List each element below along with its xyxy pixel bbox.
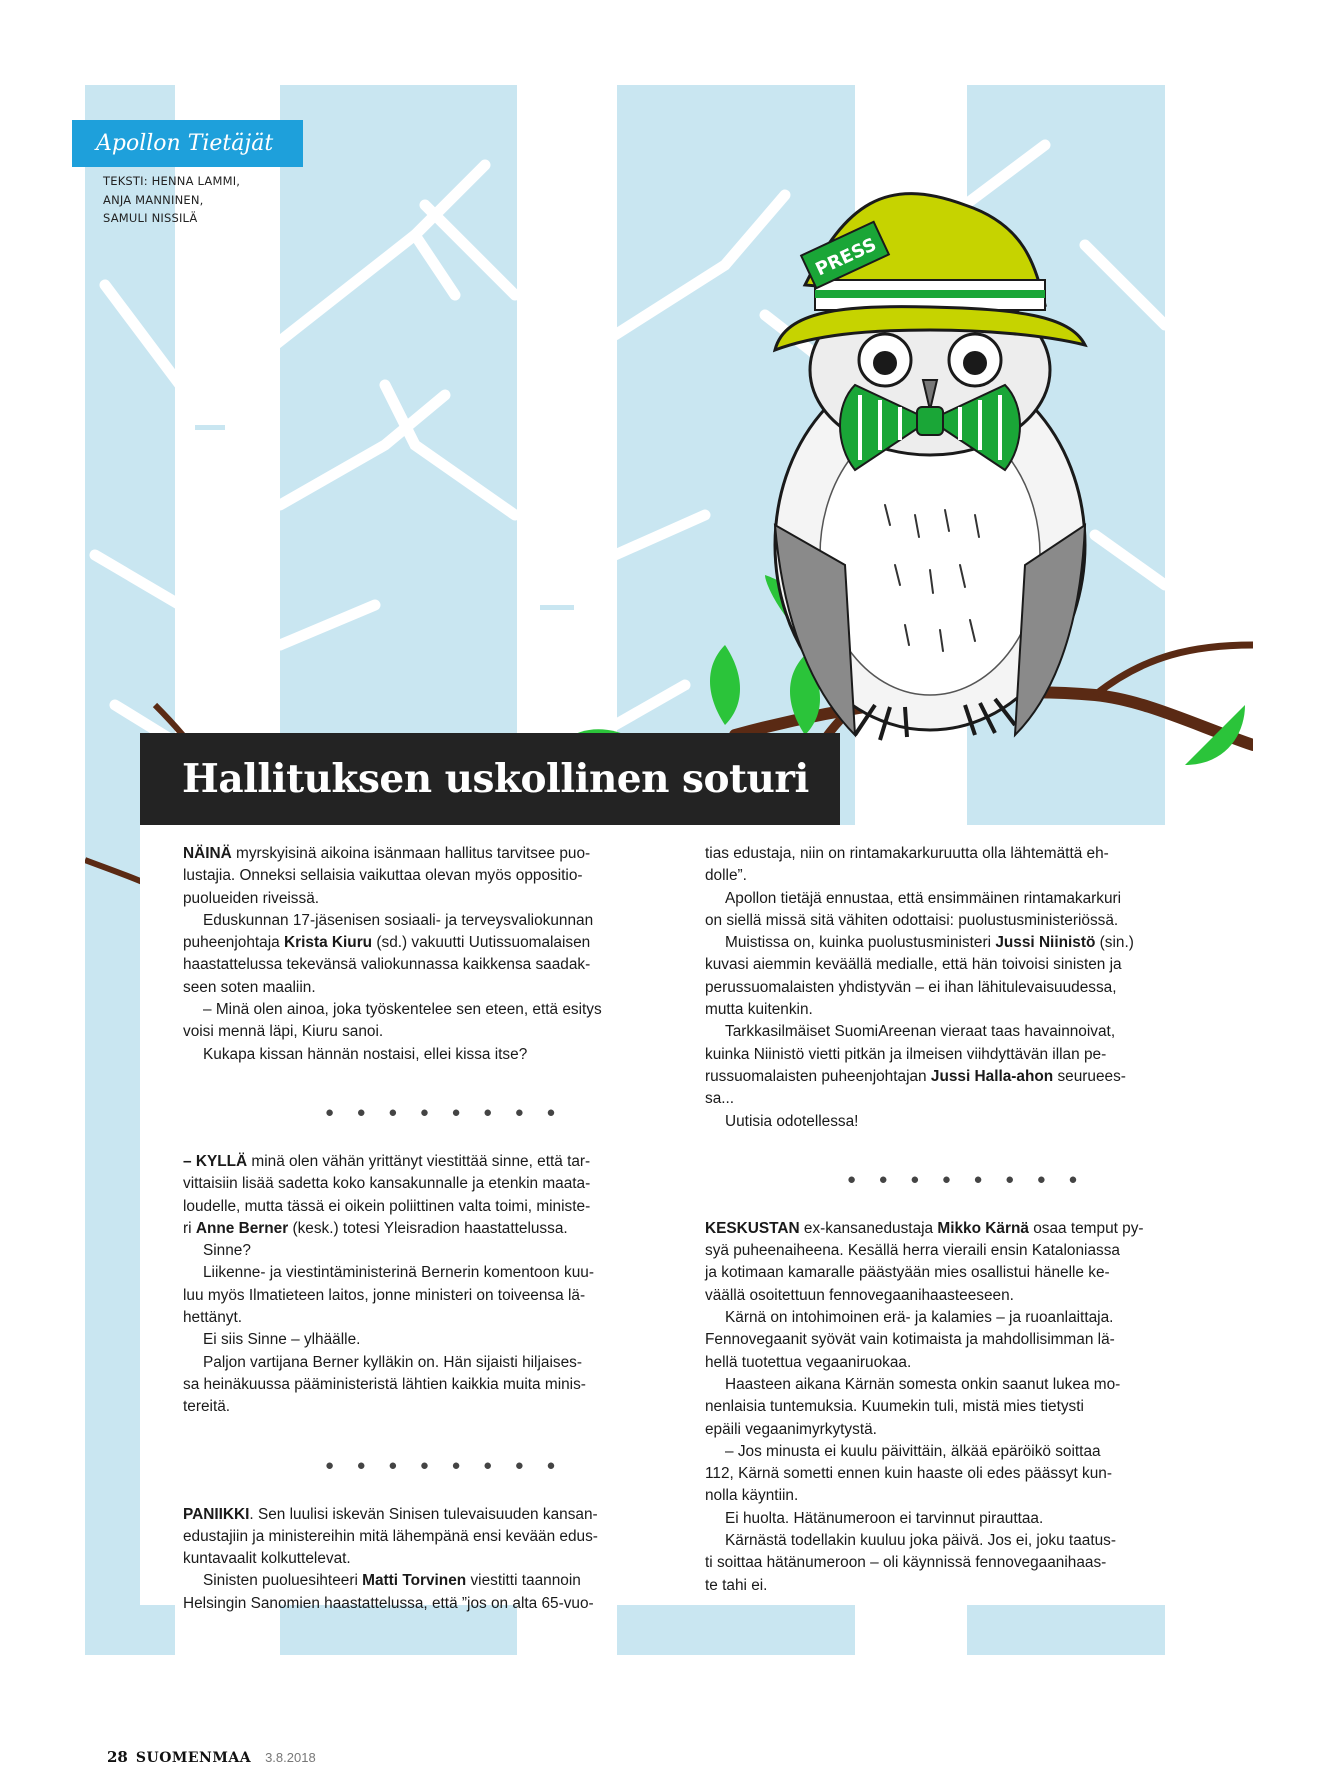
article-column-right bbox=[705, 843, 1175, 1597]
text-line: mutta kuitenkin. bbox=[705, 1001, 813, 1019]
text-line bbox=[183, 843, 663, 865]
text-span: (sd.) vakuutti Uutissuomalaisen bbox=[372, 934, 591, 952]
text-line bbox=[183, 1570, 663, 1592]
text-span: ex-kansanedustaja bbox=[799, 1219, 938, 1237]
text-span: Muistissa on, kuinka puolustusministeri bbox=[725, 934, 996, 952]
text-line: Ei huolta. Hätänumeroon ei tarvinnut pirauttaa. bbox=[725, 1509, 1044, 1527]
text-line: hellä tuotettua vegaaniruokaa. bbox=[705, 1353, 912, 1371]
text-line: syä puheenaiheena. Kesällä herra vieraili ensin Kataloniassa bbox=[705, 1242, 1120, 1260]
magazine-name: SUOMENMAA bbox=[135, 1750, 252, 1766]
text-line: luu myös Ilmatieteen laitos, jonne ministeri on toiveensa lä- bbox=[183, 1286, 586, 1304]
text-line: voisi mennä läpi, Kiuru sanoi. bbox=[183, 1023, 384, 1041]
text-line: ja kotimaan kamaralle päästyään mies osallistui hänelle ke- bbox=[705, 1264, 1110, 1282]
text-line: puolueiden riveissä. bbox=[183, 889, 320, 907]
text-line: – Jos minusta ei kuulu päivittäin, älkää epäröikö soittaa bbox=[725, 1442, 1101, 1460]
text-line: seen soten maaliin. bbox=[183, 978, 316, 996]
section-separator bbox=[183, 1066, 663, 1151]
text-span: myrskyisinä aikoina isänmaan hallitus tarvitsee puo- bbox=[231, 845, 591, 862]
credit-line: SAMULI NISSILÄ bbox=[103, 211, 198, 225]
text-line: Paljon vartijana Berner kylläkin on. Hän sijaisti hiljaises- bbox=[203, 1353, 582, 1371]
text-line: kuinka Niinistö vietti pitkän ja ilmeisen viihdyttävän illan pe- bbox=[705, 1045, 1107, 1063]
author-credits bbox=[103, 172, 240, 228]
text-span: osaa temput py- bbox=[1028, 1219, 1144, 1237]
text-line: perussuomalaisten yhdistyvän – ei ihan lähitulevaisuudessa, bbox=[705, 978, 1117, 996]
text-span: minä olen vähän yrittänyt viestittää sinne, että tar- bbox=[247, 1152, 591, 1170]
page-footer bbox=[107, 1747, 316, 1766]
credit-line: TEKSTI: HENNA LAMMI, bbox=[103, 174, 241, 188]
text-line bbox=[705, 1066, 1175, 1088]
text-span: puheenjohtaja bbox=[183, 934, 284, 952]
text-line: Helsingin Sanomien haastattelussa, että ”jos on alta 65-vuo- bbox=[183, 1594, 594, 1612]
text-line: Kukapa kissan hännän nostaisi, ellei kissa itse? bbox=[203, 1045, 528, 1063]
text-line: edustajiin ja ministereihin mitä lähempänä ensi kevään edus- bbox=[183, 1527, 598, 1545]
text-line: Kärnästä todellakin kuuluu joka päivä. Jos ei, joku taatus- bbox=[725, 1532, 1116, 1550]
separator-dots: ● ● ● ● ● ● ● ● bbox=[325, 1456, 565, 1474]
text-line: Tarkkasilmäiset SuomiAreenan vieraat taas havainnoivat, bbox=[725, 1023, 1116, 1041]
text-line bbox=[183, 932, 663, 954]
page-number: 28 bbox=[107, 1748, 128, 1766]
text-line: dolle”. bbox=[705, 867, 747, 885]
person-name: Matti Torvinen bbox=[362, 1572, 467, 1590]
text-line: sa... bbox=[705, 1090, 735, 1108]
paragraph-lead: NÄINÄ bbox=[183, 845, 232, 862]
text-line: Apollon tietäjä ennustaa, että ensimmäinen rintamakarkuri bbox=[725, 889, 1122, 907]
section-separator bbox=[183, 1419, 663, 1504]
text-line: te tahi ei. bbox=[705, 1576, 768, 1594]
text-line bbox=[705, 1218, 1175, 1240]
text-span: (sin.) bbox=[1095, 934, 1134, 952]
text-line: epäili vegaanimyrkytystä. bbox=[705, 1420, 877, 1438]
credit-line: ANJA MANNINEN, bbox=[103, 192, 204, 207]
text-line: Kärnä on intohimoinen erä- ja kalamies – ja ruoanlaittaja. bbox=[725, 1309, 1114, 1327]
section-separator bbox=[705, 1133, 1175, 1218]
paragraph-lead: KESKUSTAN bbox=[705, 1219, 800, 1237]
text-line: sa heinäkuussa pääministeristä lähtien kaikkia muita minis- bbox=[183, 1375, 586, 1393]
text-span: Sinisten puoluesihteeri bbox=[203, 1572, 363, 1590]
text-line: nenlaisia tuntemuksia. Kuumekin tuli, mistä mies tietysti bbox=[705, 1398, 1084, 1416]
text-span: viestitti taannoin bbox=[466, 1572, 581, 1590]
text-line: hettänyt. bbox=[183, 1309, 243, 1327]
text-line: Sinne? bbox=[203, 1242, 251, 1260]
text-line: loudelle, mutta tässä ei oikein poliittinen valta toimi, ministe- bbox=[183, 1197, 591, 1215]
person-name: Jussi Halla-ahon bbox=[930, 1067, 1054, 1085]
text-line: tias edustaja, niin on rintamakarkuruutta olla lähtemättä eh- bbox=[705, 845, 1109, 862]
text-line bbox=[183, 1151, 663, 1173]
text-span: ri bbox=[183, 1219, 196, 1237]
text-line: kuvasi aiemmin keväällä medialle, että hän toivoisi sinisten ja bbox=[705, 956, 1122, 974]
person-name: Anne Berner bbox=[195, 1219, 289, 1237]
text-line: Ei siis Sinne – ylhäälle. bbox=[203, 1331, 361, 1349]
headline: Hallituksen uskollinen soturi bbox=[182, 756, 809, 802]
text-line bbox=[705, 932, 1175, 954]
text-line: Haasteen aikana Kärnän somesta onkin saanut lukea mo- bbox=[725, 1375, 1121, 1393]
article-column-left bbox=[183, 843, 663, 1615]
text-line: ti soittaa hätänumeroon – oli käynnissä fennovegaanihaas- bbox=[705, 1554, 1107, 1572]
text-line bbox=[183, 1218, 663, 1240]
text-line: Liikenne- ja viestintäministerinä Bernerin komentoon kuu- bbox=[203, 1264, 594, 1282]
paragraph-lead: PANIIKKI bbox=[183, 1505, 250, 1523]
text-line: Fennovegaanit syövät vain kotimaista ja mahdollisimman lä- bbox=[705, 1331, 1115, 1349]
text-line: vittaisiin lisää sadetta koko kansakunnalle ja etenkin maata- bbox=[183, 1175, 591, 1193]
text-line bbox=[183, 1504, 663, 1526]
section-tag bbox=[72, 120, 303, 167]
text-line: lustajia. Onneksi sellaisia vaikuttaa olevan myös oppositio- bbox=[183, 867, 583, 885]
text-line: Eduskunnan 17-jäsenisen sosiaali- ja terveysvaliokunnan bbox=[203, 911, 594, 929]
text-span: . Sen luulisi iskevän Sinisen tulevaisuuden kansan- bbox=[249, 1505, 598, 1523]
person-name: Jussi Niinistö bbox=[995, 934, 1096, 952]
text-line: 112, Kärnä sometti ennen kuin haaste oli edes päässyt kun- bbox=[705, 1465, 1112, 1483]
section-tag-label: Apollon Tietäjät bbox=[96, 131, 274, 156]
separator-dots: ● ● ● ● ● ● ● ● bbox=[847, 1170, 1087, 1188]
issue-date: 3.8.2018 bbox=[265, 1750, 316, 1765]
headline-banner bbox=[140, 733, 840, 825]
text-line: kuntavaalit kolkuttelevat. bbox=[183, 1550, 351, 1568]
text-line: on siellä missä sitä vähiten odottaisi: puolustusministeriössä. bbox=[705, 911, 1119, 929]
text-line: tereitä. bbox=[183, 1398, 231, 1416]
text-span: russuomalaisten puheenjohtajan bbox=[705, 1067, 931, 1085]
text-line: haastattelussa tekevänsä valiokunnassa kaikkensa saadak- bbox=[183, 956, 591, 974]
text-line: – Minä olen ainoa, joka työskentelee sen eteen, että esitys bbox=[203, 1001, 602, 1019]
text-span: (kesk.) totesi Yleisradion haastattelussa. bbox=[288, 1219, 568, 1237]
person-name: Mikko Kärnä bbox=[937, 1219, 1029, 1237]
text-line: nolla käyntiin. bbox=[705, 1487, 799, 1505]
text-line: Uutisia odotellessa! bbox=[725, 1112, 859, 1130]
text-span: seuruees- bbox=[1053, 1067, 1126, 1085]
person-name: Krista Kiuru bbox=[284, 934, 373, 952]
text-line: väällä osoitettuun fennovegaanihaasteeseen. bbox=[705, 1286, 1014, 1304]
separator-dots: ● ● ● ● ● ● ● ● bbox=[325, 1103, 565, 1121]
paragraph-lead: – KYLLÄ bbox=[183, 1152, 248, 1170]
svg-text:PRESS: PRESS bbox=[812, 234, 880, 281]
